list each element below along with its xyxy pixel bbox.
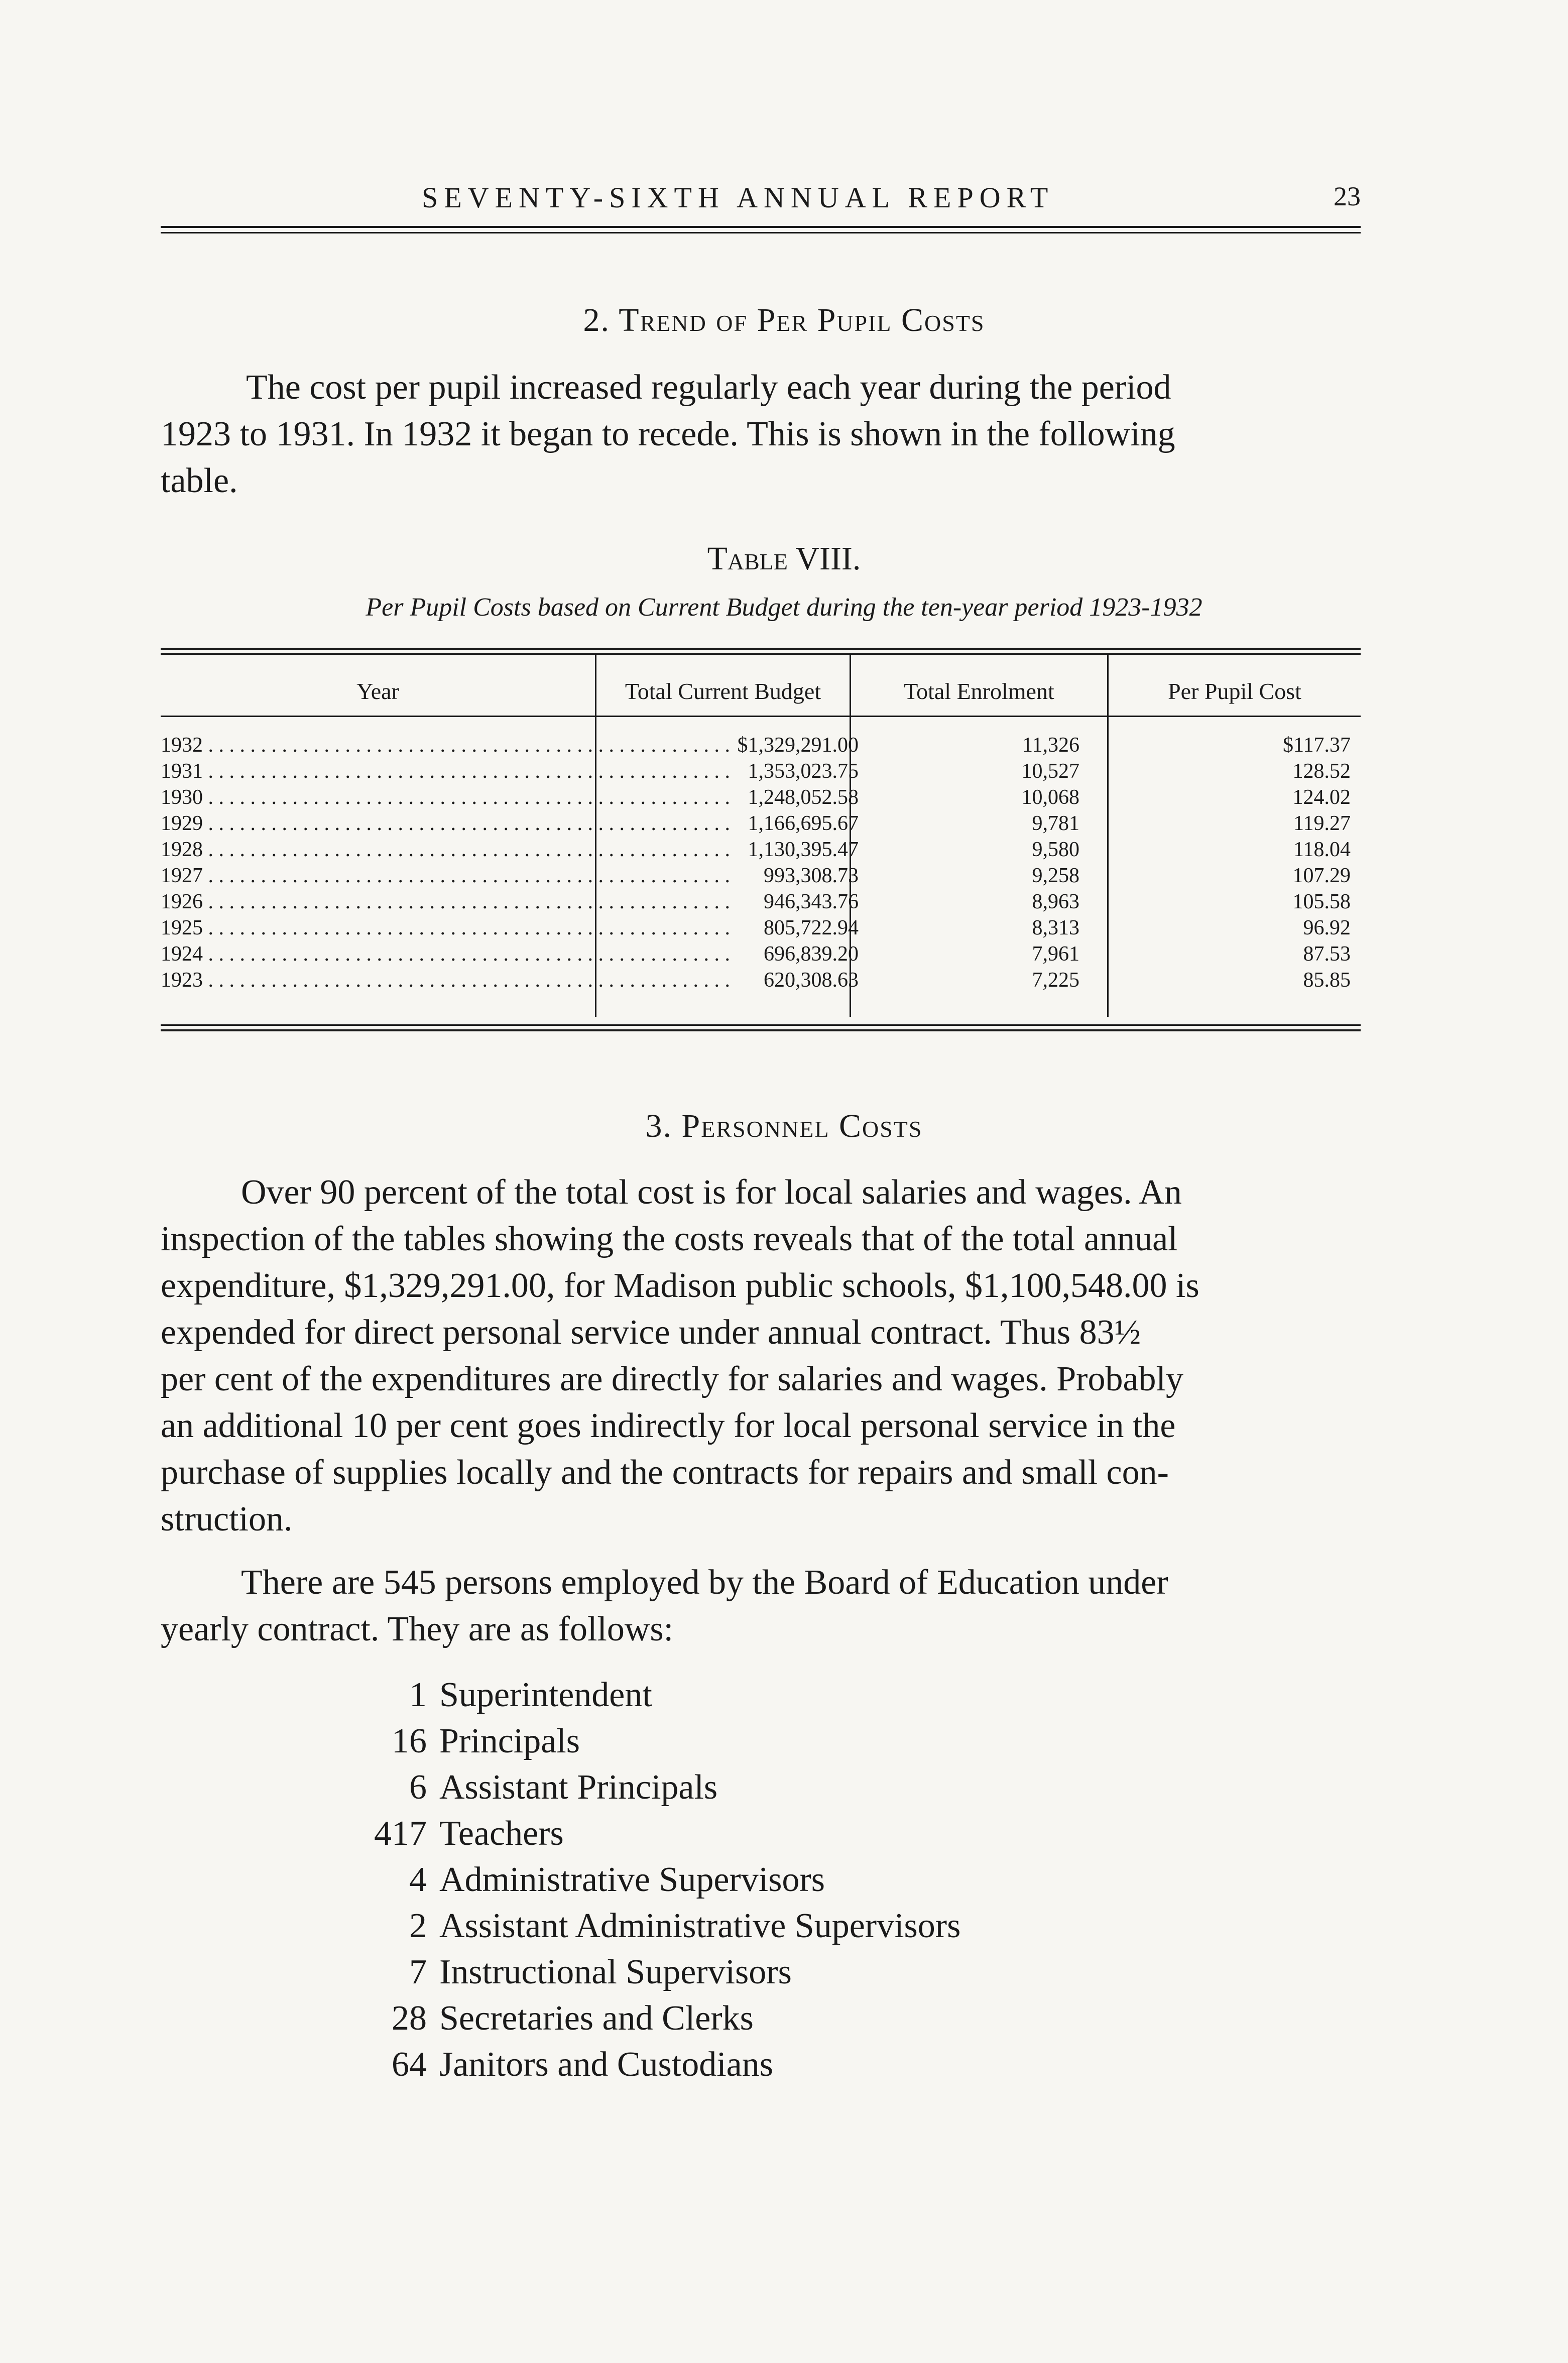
- staff-item: [351, 1949, 1155, 1995]
- enrolment-cell: 8,963: [1032, 890, 1079, 913]
- staff-count: 28: [392, 1999, 427, 2038]
- staff-item: [351, 1764, 1155, 1811]
- staff-item: [351, 1672, 1155, 1718]
- budget-cell: 1,130,395.47: [748, 838, 859, 861]
- leader-dots: . . . . . . . . . . . . . . . . . . . . . . . . . . . . . . . . . . . . . . . . . . . . . . . . . .: [203, 942, 730, 966]
- staff-role: Teachers: [439, 1814, 564, 1853]
- leader-dots: . . . . . . . . . . . . . . . . . . . . . . . . . . . . . . . . . . . . . . . . . . . . . . . . . .: [203, 812, 730, 835]
- table-body: [161, 733, 1361, 994]
- enrolment-cell: 8,313: [1032, 916, 1079, 939]
- header-rule-bottom: [161, 232, 1361, 233]
- year-label: 1932: [161, 734, 203, 757]
- paragraph-line: There are 545 persons employed by the Board of Education under: [241, 1563, 1168, 1602]
- staff-item: [351, 1857, 1155, 1903]
- budget-cell: 1,248,052.58: [748, 786, 859, 809]
- staff-role: Superintendent: [439, 1676, 652, 1714]
- cost-cell: 107.29: [1292, 864, 1351, 887]
- column-header-cost: Per Pupil Cost: [1168, 678, 1301, 704]
- table-row: [161, 785, 1361, 811]
- cost-cell: 128.52: [1292, 760, 1351, 783]
- year-label: 1928: [161, 838, 203, 861]
- paragraph-employees: [161, 1559, 1361, 1652]
- staff-role: Instructional Supervisors: [439, 1953, 792, 1991]
- table-top-rule-2: [161, 653, 1361, 655]
- year-label: 1931: [161, 760, 203, 783]
- budget-cell: 1,353,023.75: [748, 760, 859, 783]
- budget-cell: $1,329,291.00: [737, 734, 859, 757]
- table-caption: Per Pupil Costs based on Current Budget during the ten-year period 1923-1932: [366, 593, 1202, 622]
- year-label: 1926: [161, 890, 203, 913]
- header-rule-top: [161, 226, 1361, 228]
- enrolment-cell: 10,068: [1021, 786, 1079, 809]
- header-separator-rule: [161, 716, 1361, 717]
- cost-cell: 124.02: [1292, 786, 1351, 809]
- year-cell: [161, 838, 730, 862]
- paragraph-personnel-costs: [161, 1169, 1361, 1543]
- staff-role: Assistant Principals: [439, 1768, 718, 1807]
- budget-cell: 805,722.94: [764, 916, 859, 939]
- table-row: [161, 759, 1361, 785]
- paragraph-line: per cent of the expenditures are directly for salaries and wages. Probably: [161, 1360, 1183, 1398]
- paragraph-line: table.: [161, 461, 238, 500]
- table-row: [161, 942, 1361, 968]
- page-number: 23: [1334, 181, 1361, 211]
- paragraph-line: purchase of supplies locally and the contracts for repairs and small con-: [161, 1453, 1169, 1492]
- paragraph-line: The cost per pupil increased regularly each year during the period: [246, 368, 1171, 407]
- enrolment-cell: 7,225: [1032, 969, 1079, 992]
- section-heading-personnel: 3. Personnel Costs: [645, 1108, 923, 1144]
- cost-cell: $117.37: [1283, 734, 1351, 757]
- cost-cell: 105.58: [1292, 890, 1351, 913]
- staff-item: [351, 2042, 1155, 2088]
- cost-cell: 85.85: [1303, 969, 1351, 992]
- leader-dots: . . . . . . . . . . . . . . . . . . . . . . . . . . . . . . . . . . . . . . . . . . . . . . . . . .: [203, 864, 730, 887]
- year-cell: [161, 733, 730, 757]
- report-title: SEVENTY-SIXTH ANNUAL REPORT: [422, 181, 1054, 214]
- staff-role: Secretaries and Clerks: [439, 1999, 754, 2038]
- leader-dots: . . . . . . . . . . . . . . . . . . . . . . . . . . . . . . . . . . . . . . . . . . . . . . . . . .: [203, 734, 730, 757]
- staff-count: 417: [374, 1814, 427, 1853]
- column-header-enrolment: Total Enrolment: [904, 678, 1054, 704]
- paragraph-line: expenditure, $1,329,291.00, for Madison public schools, $1,100,548.00 is: [161, 1266, 1199, 1305]
- staff-count: 2: [409, 1907, 427, 1945]
- column-header-year: Year: [356, 678, 399, 704]
- paragraph-line: struction.: [161, 1500, 293, 1539]
- year-cell: [161, 968, 730, 992]
- budget-cell: 946,343.76: [764, 890, 859, 913]
- leader-dots: . . . . . . . . . . . . . . . . . . . . . . . . . . . . . . . . . . . . . . . . . . . . . . . . . .: [203, 760, 730, 783]
- table-bottom-rule-2: [161, 1029, 1361, 1031]
- year-label: 1927: [161, 864, 203, 887]
- year-cell: [161, 785, 730, 809]
- cost-cell: 87.53: [1303, 942, 1351, 966]
- staff-count: 64: [392, 2045, 427, 2084]
- leader-dots: . . . . . . . . . . . . . . . . . . . . . . . . . . . . . . . . . . . . . . . . . . . . . . . . . .: [203, 969, 730, 992]
- leader-dots: . . . . . . . . . . . . . . . . . . . . . . . . . . . . . . . . . . . . . . . . . . . . . . . . . .: [203, 890, 730, 913]
- year-label: 1925: [161, 916, 203, 939]
- paragraph-line: an additional 10 per cent goes indirectly for local personal service in the: [161, 1406, 1176, 1445]
- year-cell: [161, 916, 730, 940]
- table-row: [161, 733, 1361, 759]
- paragraph-line: 1923 to 1931. In 1932 it began to recede. This is shown in the following: [161, 415, 1175, 453]
- year-cell: [161, 759, 730, 783]
- staff-count: 1: [409, 1676, 427, 1714]
- paragraph-line: yearly contract. They are as follows:: [161, 1610, 674, 1648]
- table-title: Table VIII.: [707, 540, 861, 577]
- paragraph-trend: [161, 364, 1361, 504]
- year-label: 1930: [161, 786, 203, 809]
- enrolment-cell: 9,781: [1032, 812, 1079, 835]
- staff-item: [351, 1903, 1155, 1949]
- staff-role: Principals: [439, 1722, 580, 1760]
- budget-cell: 620,308.63: [764, 969, 859, 992]
- enrolment-cell: 7,961: [1032, 942, 1079, 966]
- staff-role: Assistant Administrative Supervisors: [439, 1907, 961, 1945]
- section-heading-trend: 2. Trend of Per Pupil Costs: [583, 302, 985, 338]
- budget-cell: 1,166,695.67: [748, 812, 859, 835]
- staff-count: 6: [409, 1768, 427, 1807]
- running-header: [161, 181, 1361, 216]
- cost-cell: 96.92: [1303, 916, 1351, 939]
- staff-count: 4: [409, 1860, 427, 1899]
- column-header-budget: Total Current Budget: [625, 678, 821, 704]
- staff-list: [351, 1672, 1155, 2088]
- staff-role: Janitors and Custodians: [439, 2045, 773, 2084]
- paragraph-line: inspection of the tables showing the costs reveals that of the total annual: [161, 1220, 1178, 1258]
- year-cell: [161, 890, 730, 914]
- paragraph-line: expended for direct personal service under annual contract. Thus 83½: [161, 1313, 1141, 1352]
- cost-cell: 118.04: [1293, 838, 1351, 861]
- year-label: 1924: [161, 942, 203, 966]
- leader-dots: . . . . . . . . . . . . . . . . . . . . . . . . . . . . . . . . . . . . . . . . . . . . . . . . . .: [203, 916, 730, 939]
- staff-count: 16: [392, 1722, 427, 1760]
- enrolment-cell: 10,527: [1021, 760, 1079, 783]
- cost-table: [161, 648, 1361, 1044]
- year-cell: [161, 864, 730, 888]
- year-cell: [161, 942, 730, 966]
- leader-dots: . . . . . . . . . . . . . . . . . . . . . . . . . . . . . . . . . . . . . . . . . . . . . . . . . .: [203, 786, 730, 809]
- table-row: [161, 838, 1361, 864]
- staff-item: [351, 1718, 1155, 1764]
- cost-cell: 119.27: [1293, 812, 1351, 835]
- budget-cell: 993,308.73: [764, 864, 859, 887]
- table-row: [161, 968, 1361, 994]
- table-row: [161, 916, 1361, 942]
- table-row: [161, 864, 1361, 890]
- leader-dots: . . . . . . . . . . . . . . . . . . . . . . . . . . . . . . . . . . . . . . . . . . . . . . . . . .: [203, 838, 730, 861]
- staff-item: [351, 1811, 1155, 1857]
- paragraph-line: Over 90 percent of the total cost is for local salaries and wages. An: [241, 1173, 1182, 1212]
- year-label: 1923: [161, 969, 203, 992]
- staff-item: [351, 1995, 1155, 2042]
- table-row: [161, 890, 1361, 916]
- table-top-rule-1: [161, 648, 1361, 650]
- staff-role: Administrative Supervisors: [439, 1860, 825, 1899]
- enrolment-cell: 9,580: [1032, 838, 1079, 861]
- table-row: [161, 811, 1361, 838]
- year-cell: [161, 811, 730, 836]
- budget-cell: 696,839.20: [764, 942, 859, 966]
- staff-count: 7: [409, 1953, 427, 1991]
- enrolment-cell: 11,326: [1022, 734, 1079, 757]
- year-label: 1929: [161, 812, 203, 835]
- enrolment-cell: 9,258: [1032, 864, 1079, 887]
- table-bottom-rule-1: [161, 1024, 1361, 1026]
